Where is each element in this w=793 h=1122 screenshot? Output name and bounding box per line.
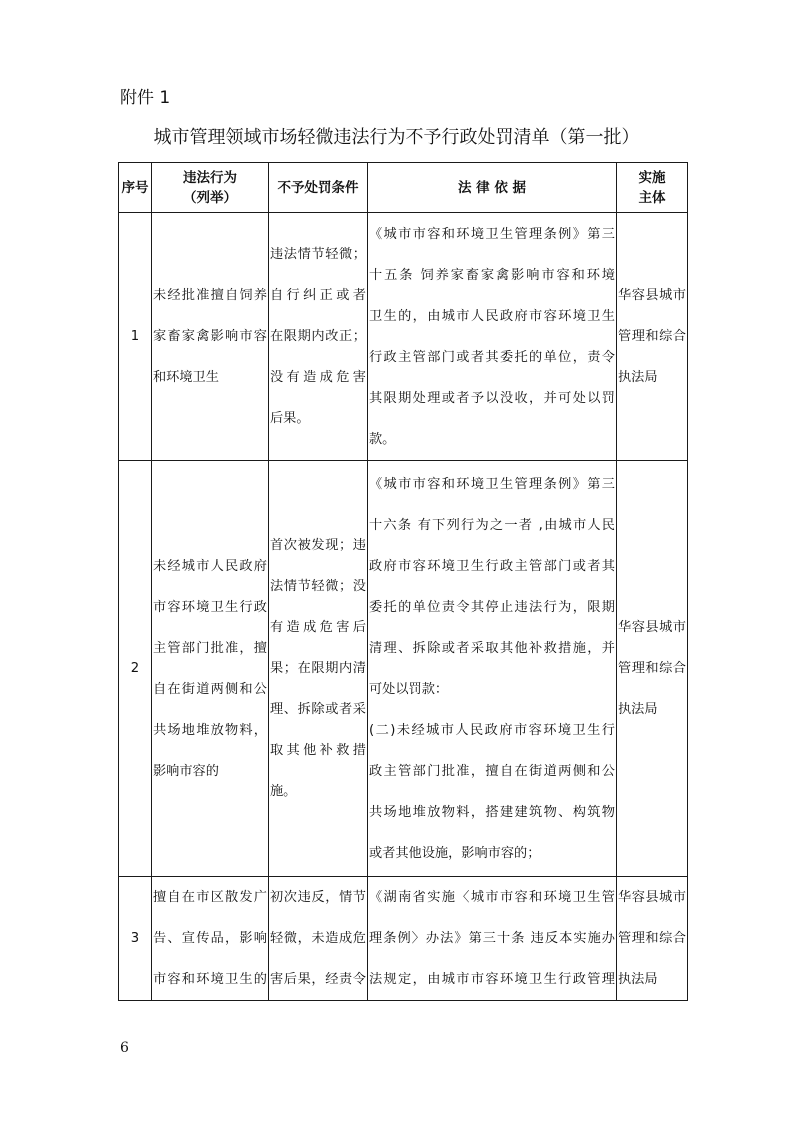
cell-line: 十五条 饲养家畜家禽影响市容和环境 [369, 267, 615, 283]
cell-authority [617, 877, 688, 1001]
cell-line: 施。 [270, 784, 297, 799]
header-authority [617, 163, 688, 213]
cell-line: 未经城市人民政府 [153, 558, 267, 574]
header-line: 主体 [638, 189, 666, 206]
cell-line: 管理和综合 [618, 329, 686, 344]
cell-line: 法情节轻微；没 [270, 579, 366, 594]
cell-line: 其限期处理或者予以没收，并可处以罚 [369, 390, 615, 406]
cell-line: 政主管部门批准，擅自在街道两侧和公 [369, 763, 615, 779]
cell-line: 果；在限期内清 [270, 661, 366, 676]
cell-line: 影响市容的 [153, 763, 219, 779]
penalty-exemption-table [118, 162, 688, 1001]
cell-line: 行政主管部门或者其委托的单位，责令 [369, 349, 615, 365]
cell-line: 初次违反，情节 [270, 890, 366, 905]
cell-line: 执法局 [618, 702, 658, 717]
header-condition [269, 163, 368, 213]
cell-line: 首次被发现；违 [270, 538, 366, 553]
cell-line: 政府市容环境卫生行政主管部门或者其 [369, 558, 615, 574]
header-seq [119, 163, 152, 213]
cell-legal-basis [368, 461, 617, 877]
cell-condition [269, 877, 368, 1001]
cell-line: 或者其他设施，影响市容的； [369, 845, 541, 861]
cell-line: 取其他补救措 [270, 743, 366, 758]
cell-authority [617, 461, 688, 877]
header-line: （列举） [183, 189, 237, 206]
header-line: 违法行为 [183, 169, 237, 186]
cell-line: 家畜家禽影响市容 [153, 329, 267, 344]
header-line: 法 律 依 据 [457, 179, 527, 196]
cell-line: 《城市市容和环境卫生管理条例》第三 [369, 226, 615, 242]
cell-line: 可处以罚款： [369, 681, 449, 697]
cell-line: 自行纠正或者 [270, 288, 366, 303]
cell-line: 执法局 [618, 370, 658, 385]
header-line: 实施 [638, 169, 666, 186]
cell-condition [269, 213, 368, 461]
cell-line: 在限期内改正； [270, 329, 366, 344]
cell-authority [617, 213, 688, 461]
cell-line: 有造成危害后 [270, 620, 366, 635]
cell-seq: 2 [119, 461, 152, 877]
cell-legal-basis [368, 877, 617, 1001]
cell-line: 共场地堆放物料， [153, 722, 267, 738]
table-row [119, 877, 688, 1001]
cell-line: 害后果，经责令 [270, 972, 366, 987]
attachment-label: 附件 1 [120, 88, 171, 108]
table-header-row [119, 163, 688, 213]
cell-seq: 3 [119, 877, 152, 1001]
cell-line: 卫生的，由城市人民政府市容环境卫生 [369, 308, 615, 324]
cell-line: 十六条 有下列行为之一者 ,由城市人民 [369, 517, 615, 533]
cell-line: 市容和环境卫生的 [153, 972, 267, 987]
cell-violation [152, 877, 269, 1001]
cell-line: 华容县城市 [618, 288, 686, 303]
cell-line: 委托的单位责令其停止违法行为，限期 [369, 599, 615, 615]
cell-line: 共场地堆放物料，搭建建筑物、构筑物 [369, 804, 615, 820]
cell-line: (二)未经城市人民政府市容环境卫生行 [369, 722, 615, 738]
cell-line: 未经批准擅自饲养 [153, 288, 267, 303]
cell-line: 款。 [369, 431, 396, 447]
table-row [119, 213, 688, 461]
cell-line: 和环境卫生 [153, 370, 219, 385]
header-line: 序号 [121, 179, 149, 196]
cell-condition [269, 461, 368, 877]
cell-line: 轻微，未造成危 [270, 931, 366, 946]
cell-line: 华容县城市 [618, 890, 686, 905]
header-violation [152, 163, 269, 213]
cell-line: 管理和综合 [618, 661, 686, 676]
cell-line: 法规定，由城市市容环境卫生行政管理 [369, 972, 615, 987]
cell-violation [152, 213, 269, 461]
cell-legal-basis [368, 213, 617, 461]
header-line: 不予处罚条件 [277, 179, 359, 196]
cell-line: 市容环境卫生行政 [153, 599, 267, 615]
cell-violation [152, 461, 269, 877]
cell-line: 执法局 [618, 972, 658, 987]
cell-line: 《城市市容和环境卫生管理条例》第三 [369, 476, 615, 492]
cell-line: 没有造成危害 [270, 370, 366, 385]
cell-line: 清理、拆除或者采取其他补救措施，并 [369, 640, 615, 656]
cell-line: 主管部门批准，擅 [153, 640, 267, 656]
table-row [119, 461, 688, 877]
cell-line: 违法情节轻微； [270, 247, 366, 262]
page-number: 6 [120, 1040, 129, 1056]
cell-line: 后果。 [270, 411, 310, 426]
header-legal-basis [368, 163, 617, 213]
cell-line: 理条例〉办法》第三十条 违反本实施办 [369, 931, 615, 946]
cell-line: 擅自在市区散发广 [153, 890, 267, 905]
document-title: 城市管理领域市场轻微违法行为不予行政处罚清单（第一批） [153, 127, 640, 148]
cell-line: 自在街道两侧和公 [153, 681, 267, 697]
cell-line: 华容县城市 [618, 620, 686, 635]
cell-line: 《湖南省实施〈城市市容和环境卫生管 [369, 890, 615, 905]
cell-seq: 1 [119, 213, 152, 461]
cell-line: 管理和综合 [618, 931, 686, 946]
cell-line: 理、拆除或者采 [270, 702, 366, 717]
cell-line: 告、宣传品，影响 [153, 931, 267, 946]
